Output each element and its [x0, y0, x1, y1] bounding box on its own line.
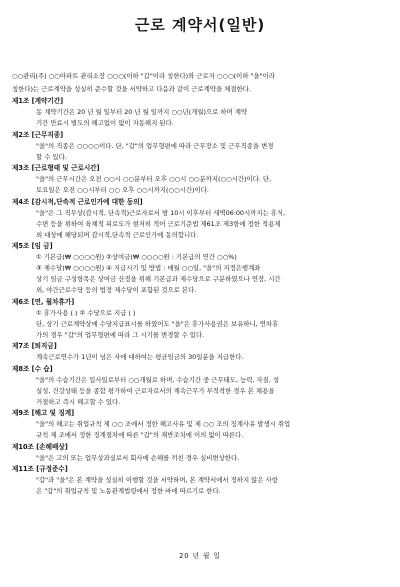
article-title: 제6조 [연, 월차휴가]	[12, 297, 75, 306]
article-line: "을"의 해고는 취업규칙 제 ○○ 조에서 정한 해고사유 및 제 ○○ 조의 징계사유 발생시 취업	[36, 420, 291, 428]
article-line: 가의 경우 "갑"의 업무형편에 따라 그 시기를 변경할 수 있다.	[36, 330, 205, 339]
article-line: "을"은 그 직무상(감시적, 단속적)근로자로서 밤 10시 이후부터 새벽06:00시까지는 휴식,	[36, 208, 286, 217]
article-line: 규칙 제 조에서 정한 징계절차에 따른 "갑"의 재반조치에 이의 없이 따른다.	[36, 431, 244, 439]
article-body	[12, 174, 392, 196]
article-section	[12, 464, 392, 497]
article-line: 거절하고 즉시 해고할 수 있다.	[36, 397, 121, 406]
article-line: 외 대상에 해당되며 감시적,단속적 근로인가에 동의합니다.	[36, 230, 199, 239]
article-title: 제10조 [손해배상]	[12, 442, 68, 451]
article-line: 외, 야간근로수당 등의 법정 제수당이 포함된 것으로 본다.	[36, 286, 197, 294]
article-title: 제7조 [퇴직금]	[12, 342, 57, 350]
article-section	[12, 364, 392, 408]
article-line: "을"은 고의 또는 업무상과실로서 회사에 손해를 끼친 경우 실비변상한다.	[36, 453, 240, 462]
article-body	[12, 141, 392, 163]
intro-line: ○○관리(주) ○○아파트 관리소장 ○○○(이하 "갑"이라 칭한다)와 근로자 ○○○(이하 "을"이라	[12, 72, 275, 80]
article-section	[12, 197, 392, 241]
article-line: 계속근로연수가 1년이 넘은 자에 대하여는 평균임금의 30일분을 지급한다.	[36, 353, 244, 361]
article-line: "을"의 수습기간은 입사일로부터 ○○개월로 하며, 수습기간 중 근무태도, 능력, 자질, 성	[36, 375, 280, 384]
article-line: 단, 상기 근로계약상에 수당지급표시를 하였어도 "을"은 휴가사용권은 보유하니, 연차휴	[36, 319, 279, 328]
article-line: 기간 만료시 별도의 해고없이 없이 자동해지 된다.	[36, 119, 174, 127]
article-body	[12, 453, 392, 464]
article-body	[12, 308, 392, 341]
article-line: "갑"과 "을"은 본 계약을 성실히 이행할 것을 서약하며, 본 계약서에서 정하지 않은 사항	[36, 476, 278, 484]
article-title: 제8조 [수 습]	[12, 364, 53, 373]
article-title: 제4조 [감시적,단속적 근로인가에 대한 동의]	[12, 197, 143, 206]
article-line: "을"의 직종은 ○○○○이다. 단, "갑"의 업무형편에 따라 근무장소 및 근무직종을 변경	[36, 141, 274, 150]
article-line: 할 수 있다.	[36, 152, 67, 161]
article-title: 제9조 [해고 및 징계]	[12, 409, 75, 417]
document-title: 근로 계약서(일반)	[134, 16, 266, 34]
article-body	[12, 252, 392, 296]
article-body	[12, 375, 392, 408]
article-section	[12, 408, 392, 441]
article-section	[12, 341, 392, 363]
article-title: 제11조 [규정준수]	[12, 465, 68, 473]
article-line: 상기 임금 구성항목은 상여금 산정을 위해 기본급과 제수당으로 구분하였으나 연장, 시간	[36, 275, 281, 283]
article-line: ① 기본급(₩ ○○○○원) ②상여금(₩ ○○○○원 : 기본급의 연간 ○○%)	[36, 253, 237, 261]
article-title: 제2조 [근무직종]	[12, 130, 64, 139]
article-line: 은 "갑"의 취업규칙 및 노동관계법령에서 정한 바에 따르기로 한다.	[36, 487, 221, 495]
intro-paragraph	[12, 70, 392, 96]
article-section	[12, 130, 392, 163]
article-section	[12, 442, 392, 464]
article-title: 제5조 [임 금]	[12, 242, 53, 250]
article-body	[12, 475, 392, 497]
article-line: 동 계약기간은 20 년 월 일부터 20 년 월 일까지 ○○년(개월)으로 하며 계약	[36, 108, 248, 116]
article-body	[12, 208, 392, 241]
article-line: ③ 제수당(₩ ○○○○원) ④ 지급시기 및 방법 : 매월 ○○일, "을"의 지정은행계좌	[36, 264, 261, 272]
article-body	[12, 352, 392, 363]
article-line: 수면 등을 위하여 육체적 피로도가 현저히 적어 근로기준법 제61조 제3항에 정한 적용제	[36, 219, 281, 228]
contract-sections	[12, 96, 392, 498]
article-line: 실성, 건강상태 등을 종합 평가하여 근로자로서의 계속근무가 부적격한 경우 본 채용을	[36, 386, 275, 395]
article-section	[12, 163, 392, 196]
article-section	[12, 297, 392, 341]
article-title: 제1조 [계약기간]	[12, 97, 64, 105]
article-body	[12, 419, 392, 441]
article-line: 토요일은 오전 ○○시부터 ○○ 오후 ○○시까지(○○시간)이다.	[36, 186, 209, 194]
intro-line: 칭한다)는 근로계약을 성실히 준수할 것을 서약하고 다음과 같이 근로계약을 체결한다.	[12, 85, 251, 93]
article-line: ① 휴가사용 ( ) ② 수당으로 지급 ( )	[36, 308, 136, 317]
article-section	[12, 241, 392, 296]
footer-date: 20 년 월 일	[179, 552, 221, 560]
article-section	[12, 96, 392, 129]
article-title: 제3조 [근로형태 및 근로시간]	[12, 164, 100, 172]
article-body	[12, 107, 392, 129]
article-line: "을"의 근무시간은 오전 ○○시 ○○분부터 오후 ○○시 ○○분까지(○○시간)이다. 단,	[36, 175, 272, 183]
